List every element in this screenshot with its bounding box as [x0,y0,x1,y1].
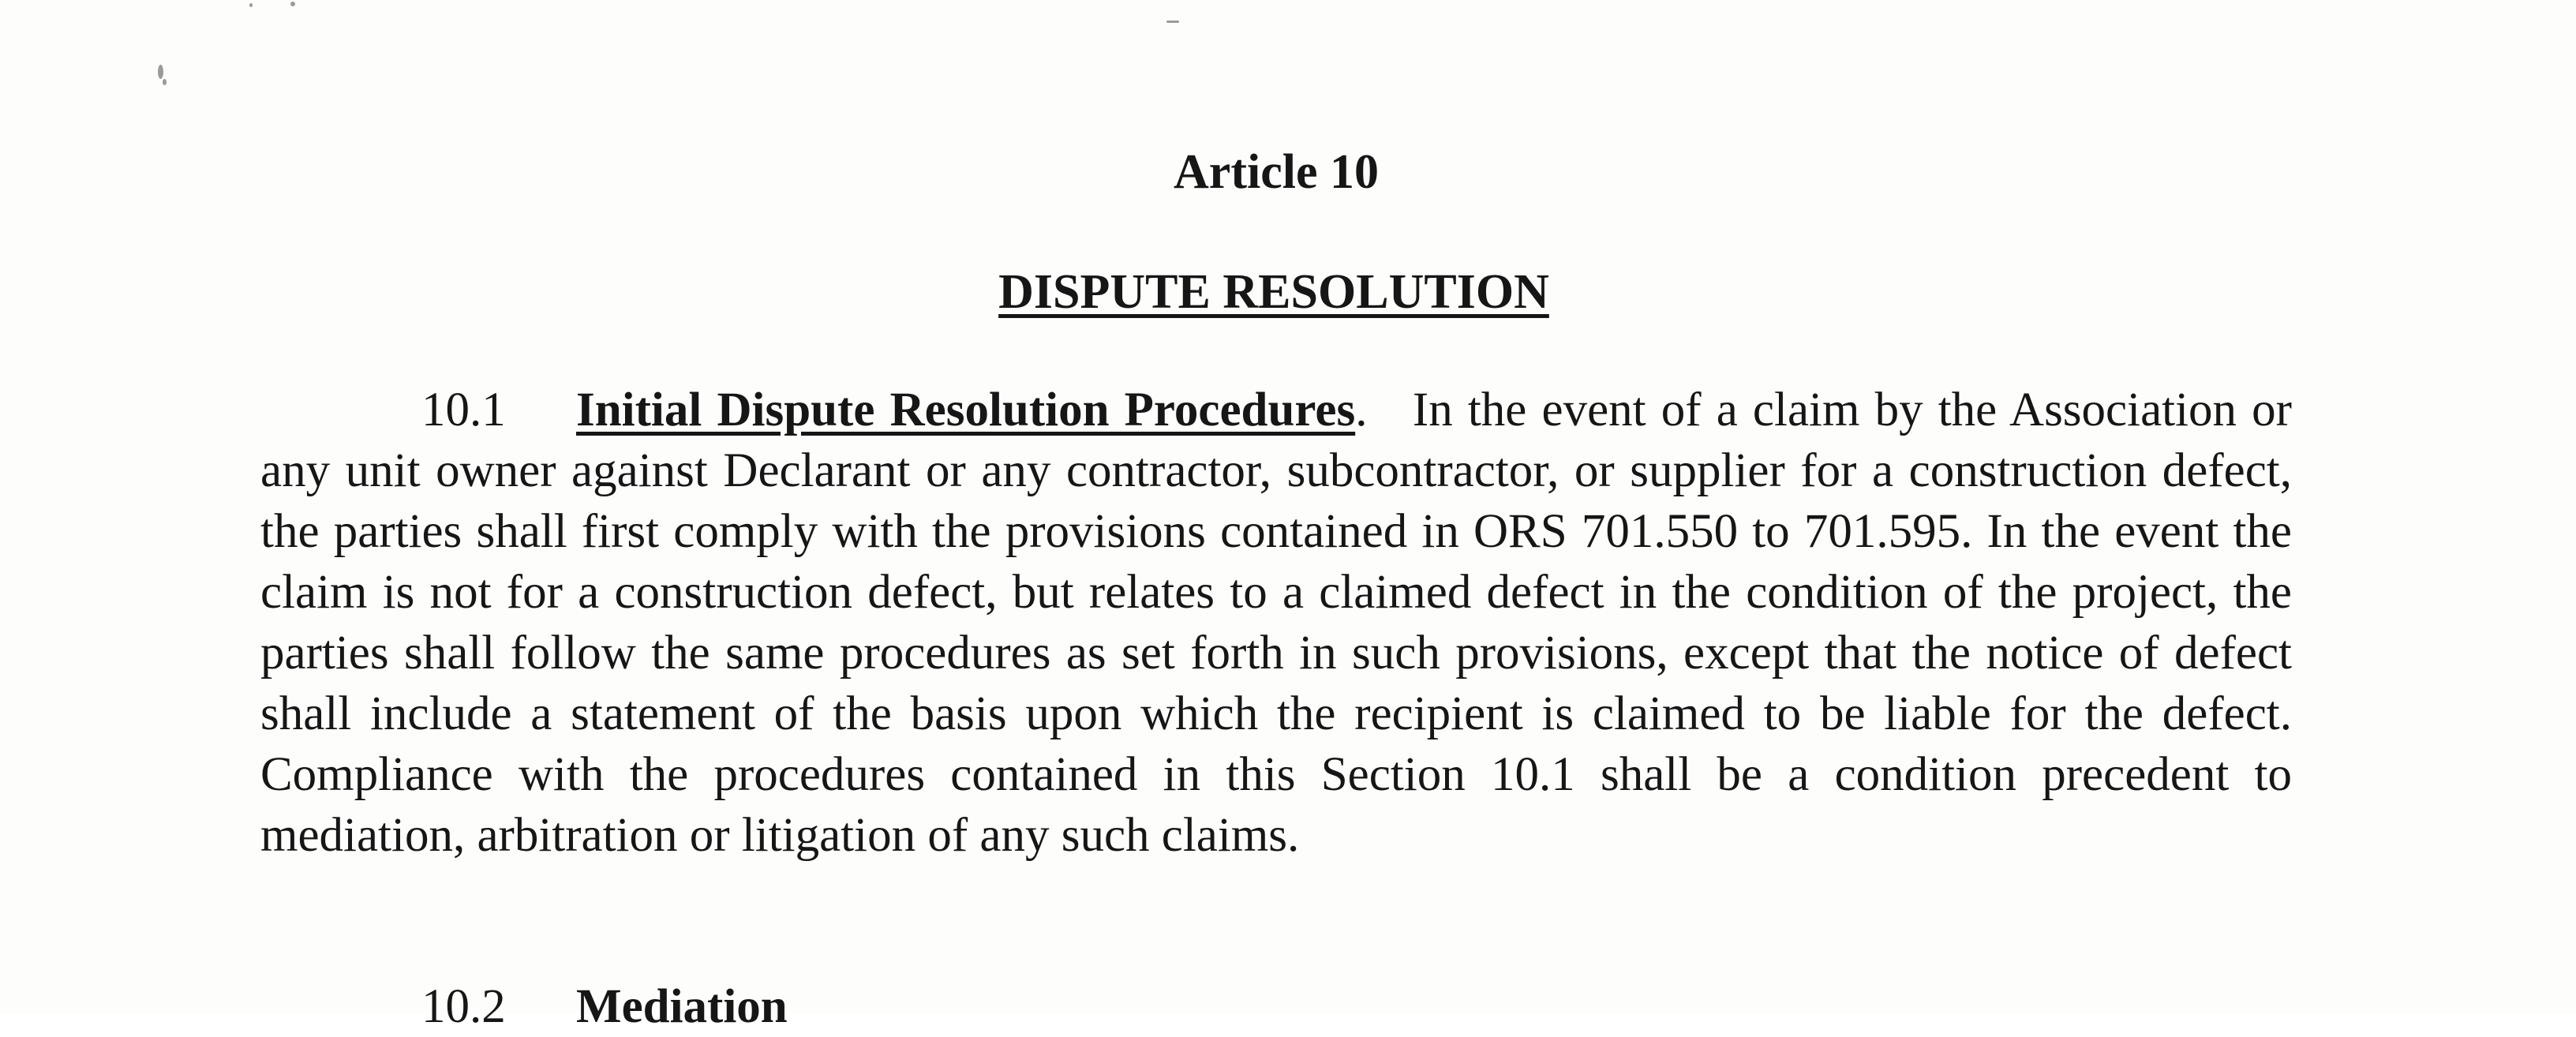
article-title: Article 10 [1174,145,1379,199]
paragraph-number: 10.2 [421,980,506,1033]
section-title [0,260,2548,324]
paragraph-title: Initial Dispute Resolution Procedures [576,384,1356,436]
scan-speck [1166,21,1179,23]
scan-speck [249,3,253,7]
section-title-text: DISPUTE RESOLUTION [998,265,1549,319]
paragraph-title-punctuation: . [1355,384,1368,436]
paragraph-10-2-heading [421,976,788,1037]
scan-speck [158,65,163,79]
paragraph-number: 10.1 [421,384,506,436]
paragraph-title: Mediation [576,980,788,1033]
scan-speck [163,79,167,85]
paragraph-10-1 [260,380,2292,866]
scan-speck [290,2,295,6]
paragraph-body: In the event of a claim by the Association or any unit owner against Declarant or any contractor, subcontractor, or supplier for a construction defect, the parties shall first comply with the provisions contained in ORS 701.550 to 701.595. In the event the claim is not for a construction defect, but relates to a claimed defect in the condition of the project, the parties shall follow the same procedures as set forth in such provisions, except that the notice of defect shall include a statement of the basis upon which the recipient is claimed to be liable for the defect. Compliance with the procedures contained in this Section 10.1 shall be a condition precedent to mediation, arbitration or litigation of any such claims. [260,384,2292,862]
